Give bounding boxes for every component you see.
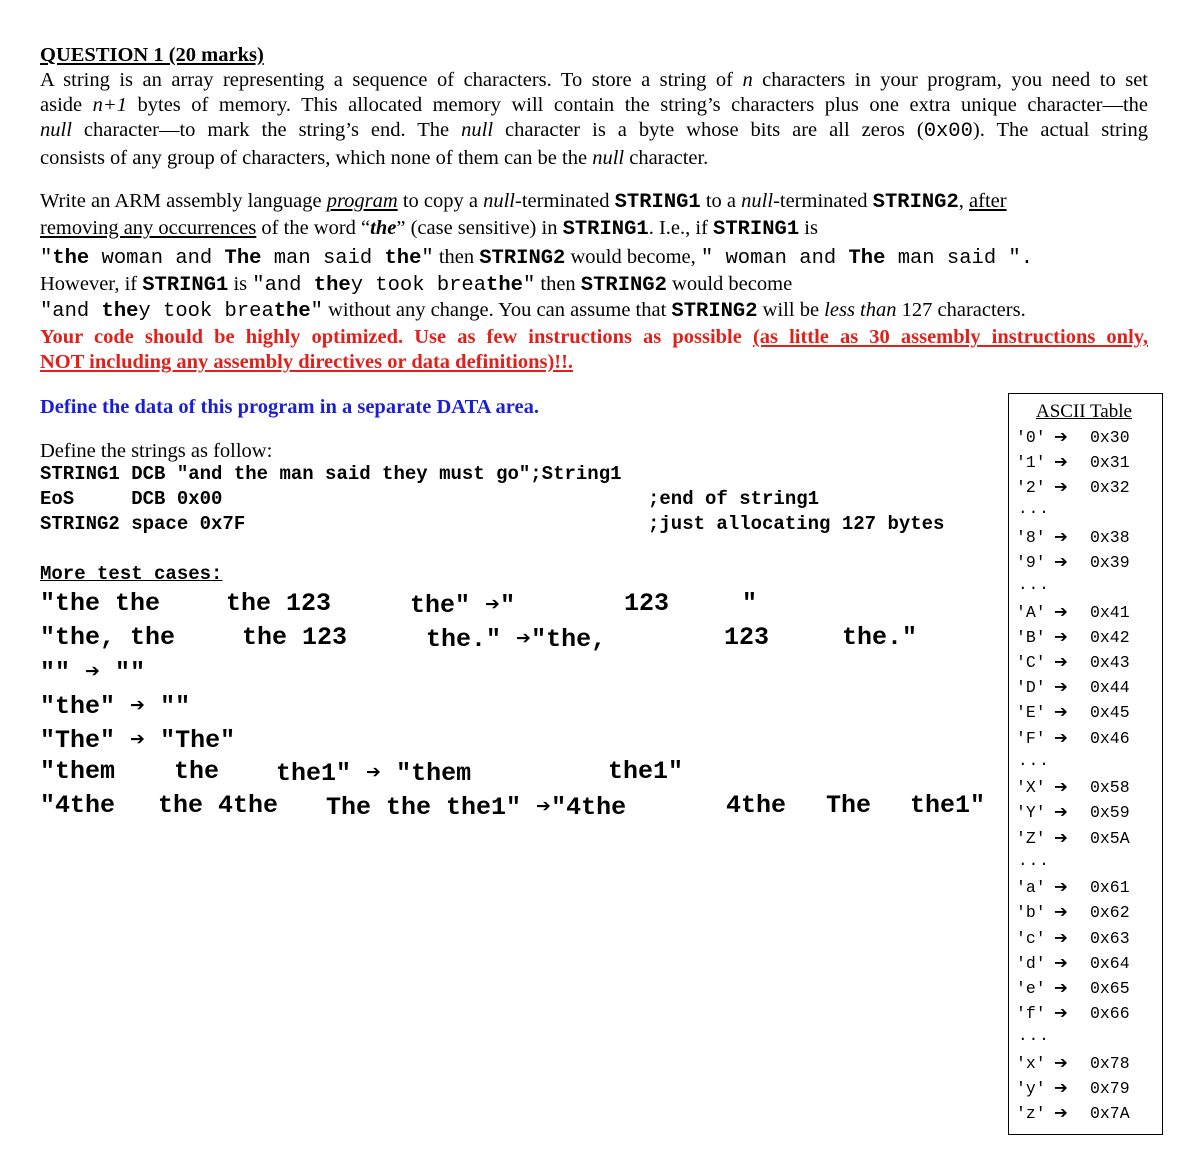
- arrow-icon: ➔: [1054, 828, 1068, 847]
- ascii-hex: 0x58: [1090, 778, 1130, 797]
- ascii-row: [1016, 702, 1130, 722]
- arrow-icon: ➔: [1054, 978, 1068, 997]
- test-case-2-a: "the, the: [40, 623, 176, 652]
- ascii-row: [1016, 452, 1130, 472]
- ascii-row: [1016, 427, 1130, 447]
- arrow-icon: ➔: [1054, 677, 1068, 696]
- ascii-row: [1016, 677, 1130, 697]
- ascii-char: '0': [1016, 428, 1046, 447]
- test-case-1-d: 123: [624, 589, 670, 618]
- arrow-icon: ➔: [1054, 452, 1068, 471]
- ascii-char: 'C': [1016, 653, 1046, 672]
- ascii-hex: 0x42: [1090, 628, 1130, 647]
- test-case-7-d: 4the: [726, 791, 787, 820]
- test-case-1-b: the 123: [226, 589, 332, 618]
- ascii-char: 'a': [1016, 878, 1046, 897]
- code-comment-string2: ;just allocating 127 bytes: [648, 513, 945, 535]
- test-case-2-b: the 123: [242, 623, 348, 652]
- ascii-row: [1016, 777, 1130, 797]
- ascii-hex: 0x64: [1090, 954, 1130, 973]
- arrow-icon: ➔: [1054, 802, 1068, 821]
- para1-line2: aside n+1 bytes of memory. This allocated memory will contain the string’s characters plus one extra unique character—the: [40, 94, 1148, 116]
- para1-line1: A string is an array representing a sequence of characters. To store a string of n characters in your program, you need to set: [40, 69, 1148, 91]
- ascii-row: [1016, 1078, 1130, 1098]
- question-heading: QUESTION 1 (20 marks): [40, 44, 264, 66]
- ascii-row: [1016, 627, 1130, 647]
- ascii-hex: 0x43: [1090, 653, 1130, 672]
- ascii-char: 'Y': [1016, 803, 1046, 822]
- optimization-note-line1: Your code should be highly optimized. Use as few instructions as possible (as little as 30 assembly instructions only,: [40, 326, 1149, 348]
- arrow-icon: ➔: [1054, 652, 1068, 671]
- test-case-6-a: "them: [40, 757, 116, 786]
- code-comment-eos: ;end of string1: [648, 488, 820, 510]
- ascii-row: [1016, 928, 1130, 948]
- ascii-hex: 0x5A: [1090, 829, 1130, 848]
- ascii-hex: 0x38: [1090, 528, 1130, 547]
- arrow-icon: ➔: [1054, 602, 1068, 621]
- optimization-note-line2: NOT including any assembly directives or data definitions)!!.: [40, 351, 574, 373]
- ascii-row: [1016, 477, 1130, 497]
- test-case-6-c: the1" ➔ "them: [276, 759, 472, 788]
- arrow-icon: ➔: [1054, 1053, 1068, 1072]
- arrow-icon: ➔: [1054, 702, 1068, 721]
- ascii-hex: 0x59: [1090, 803, 1130, 822]
- ascii-row: [1016, 602, 1130, 622]
- define-strings-heading: Define the strings as follow:: [40, 440, 273, 462]
- ascii-char: 'B': [1016, 628, 1046, 647]
- test-case-3: "" ➔ "": [40, 658, 146, 687]
- para2-line4: However, if STRING1 is "and they took breathe" then STRING2 would become: [40, 273, 793, 297]
- ascii-row: [1016, 1003, 1130, 1023]
- ascii-row: [1016, 1103, 1130, 1123]
- test-case-2-e: the.": [842, 623, 918, 652]
- ascii-row: [1016, 877, 1130, 897]
- test-case-2-c: the." ➔"the,: [426, 625, 607, 654]
- ascii-char: 'X': [1016, 778, 1046, 797]
- ascii-char: 'b': [1016, 903, 1046, 922]
- ascii-ellipsis: ...: [1018, 752, 1050, 770]
- ascii-row: [1016, 902, 1130, 922]
- ascii-hex: 0x45: [1090, 703, 1130, 722]
- arrow-icon: ➔: [1054, 477, 1068, 496]
- ascii-char: 'y': [1016, 1079, 1046, 1098]
- code-line-eos: EoS DCB 0x00: [40, 488, 223, 510]
- ascii-hex: 0x31: [1090, 453, 1130, 472]
- arrow-icon: ➔: [1054, 427, 1068, 446]
- ascii-char: 'A': [1016, 603, 1046, 622]
- ascii-hex: 0x66: [1090, 1004, 1130, 1023]
- ascii-char: '2': [1016, 478, 1046, 497]
- ascii-char: 'f': [1016, 1004, 1046, 1023]
- code-line-string1: STRING1 DCB "and the man said they must go";String1: [40, 463, 622, 485]
- ascii-row: [1016, 652, 1130, 672]
- ascii-row: [1016, 828, 1130, 848]
- ascii-hex: 0x79: [1090, 1079, 1130, 1098]
- test-case-6-b: the: [174, 757, 220, 786]
- arrow-icon: ➔: [1054, 527, 1068, 546]
- ascii-row: [1016, 1053, 1130, 1073]
- arrow-icon: ➔: [1054, 1078, 1068, 1097]
- ascii-char: 'F': [1016, 729, 1046, 748]
- para2-line1: Write an ARM assembly language program to copy a null-terminated STRING1 to a null-terminated STRING2, after: [40, 190, 1007, 214]
- ascii-hex: 0x65: [1090, 979, 1130, 998]
- para2-line3: "the woman and The man said the" then STRING2 would become, " woman and The man said ".: [40, 246, 1034, 270]
- ascii-char: 'e': [1016, 979, 1046, 998]
- ascii-hex: 0x39: [1090, 553, 1130, 572]
- ascii-table-title: ASCII Table: [1036, 401, 1132, 422]
- ascii-char: 'd': [1016, 954, 1046, 973]
- ascii-char: 'E': [1016, 703, 1046, 722]
- ascii-char: 'z': [1016, 1104, 1046, 1123]
- arrow-icon: ➔: [1054, 777, 1068, 796]
- arrow-icon: ➔: [1054, 552, 1068, 571]
- test-case-7-e: The: [826, 791, 872, 820]
- ascii-row: [1016, 552, 1130, 572]
- ascii-hex: 0x41: [1090, 603, 1130, 622]
- arrow-icon: ➔: [1054, 953, 1068, 972]
- ascii-hex: 0x62: [1090, 903, 1130, 922]
- arrow-icon: ➔: [1054, 1003, 1068, 1022]
- ascii-hex: 0x44: [1090, 678, 1130, 697]
- ascii-ellipsis: ...: [1018, 576, 1050, 594]
- para1-line4: consists of any group of characters, which none of them can be the null character.: [40, 147, 709, 169]
- test-case-6-d: the1": [608, 757, 684, 786]
- ascii-row: [1016, 953, 1130, 973]
- test-case-1-a: "the the: [40, 589, 161, 618]
- test-case-7-c: The the the1" ➔"4the: [326, 793, 627, 822]
- test-case-7-b: the 4the: [158, 791, 279, 820]
- arrow-icon: ➔: [1054, 627, 1068, 646]
- test-case-2-d: 123: [724, 623, 770, 652]
- ascii-char: '9': [1016, 553, 1046, 572]
- arrow-icon: ➔: [1054, 877, 1068, 896]
- arrow-icon: ➔: [1054, 928, 1068, 947]
- ascii-ellipsis: ...: [1018, 500, 1050, 518]
- ascii-char: 'x': [1016, 1054, 1046, 1073]
- ascii-row: [1016, 978, 1130, 998]
- ascii-hex: 0x7A: [1090, 1104, 1130, 1123]
- test-case-7-f: the1": [910, 791, 986, 820]
- test-case-5: "The" ➔ "The": [40, 726, 236, 755]
- ascii-ellipsis: ...: [1018, 852, 1050, 870]
- arrow-icon: ➔: [1054, 902, 1068, 921]
- ascii-char: 'c': [1016, 929, 1046, 948]
- ascii-row: [1016, 728, 1130, 748]
- test-case-7-a: "4the: [40, 791, 116, 820]
- ascii-char: '1': [1016, 453, 1046, 472]
- data-area-note: Define the data of this program in a separate DATA area.: [40, 396, 539, 418]
- test-case-4: "the" ➔ "": [40, 692, 191, 721]
- para1-line3: null character—to mark the string’s end. The null character is a byte whose bits are all zeros (0x00). The actual string: [40, 119, 1148, 143]
- para2-line2: removing any occurrences of the word “the” (case sensitive) in STRING1. I.e., if STRING1 is: [40, 217, 818, 241]
- arrow-icon: ➔: [1054, 1103, 1068, 1122]
- ascii-char: 'Z': [1016, 829, 1046, 848]
- code-line-string2: STRING2 space 0x7F: [40, 513, 246, 535]
- arrow-icon: ➔: [1054, 728, 1068, 747]
- more-test-cases-heading: More test cases:: [40, 563, 223, 585]
- para2-line5: "and they took breathe" without any change. You can assume that STRING2 will be less than 127 characters.: [40, 299, 1026, 323]
- ascii-hex: 0x78: [1090, 1054, 1130, 1073]
- ascii-hex: 0x32: [1090, 478, 1130, 497]
- ascii-char: '8': [1016, 528, 1046, 547]
- ascii-row: [1016, 802, 1130, 822]
- ascii-ellipsis: ...: [1018, 1027, 1050, 1045]
- ascii-row: [1016, 527, 1130, 547]
- ascii-char: 'D': [1016, 678, 1046, 697]
- ascii-hex: 0x63: [1090, 929, 1130, 948]
- test-case-1-e: ": [742, 589, 758, 618]
- test-case-1-c: the" ➔": [410, 591, 516, 620]
- ascii-hex: 0x30: [1090, 428, 1130, 447]
- ascii-hex: 0x46: [1090, 729, 1130, 748]
- ascii-hex: 0x61: [1090, 878, 1130, 897]
